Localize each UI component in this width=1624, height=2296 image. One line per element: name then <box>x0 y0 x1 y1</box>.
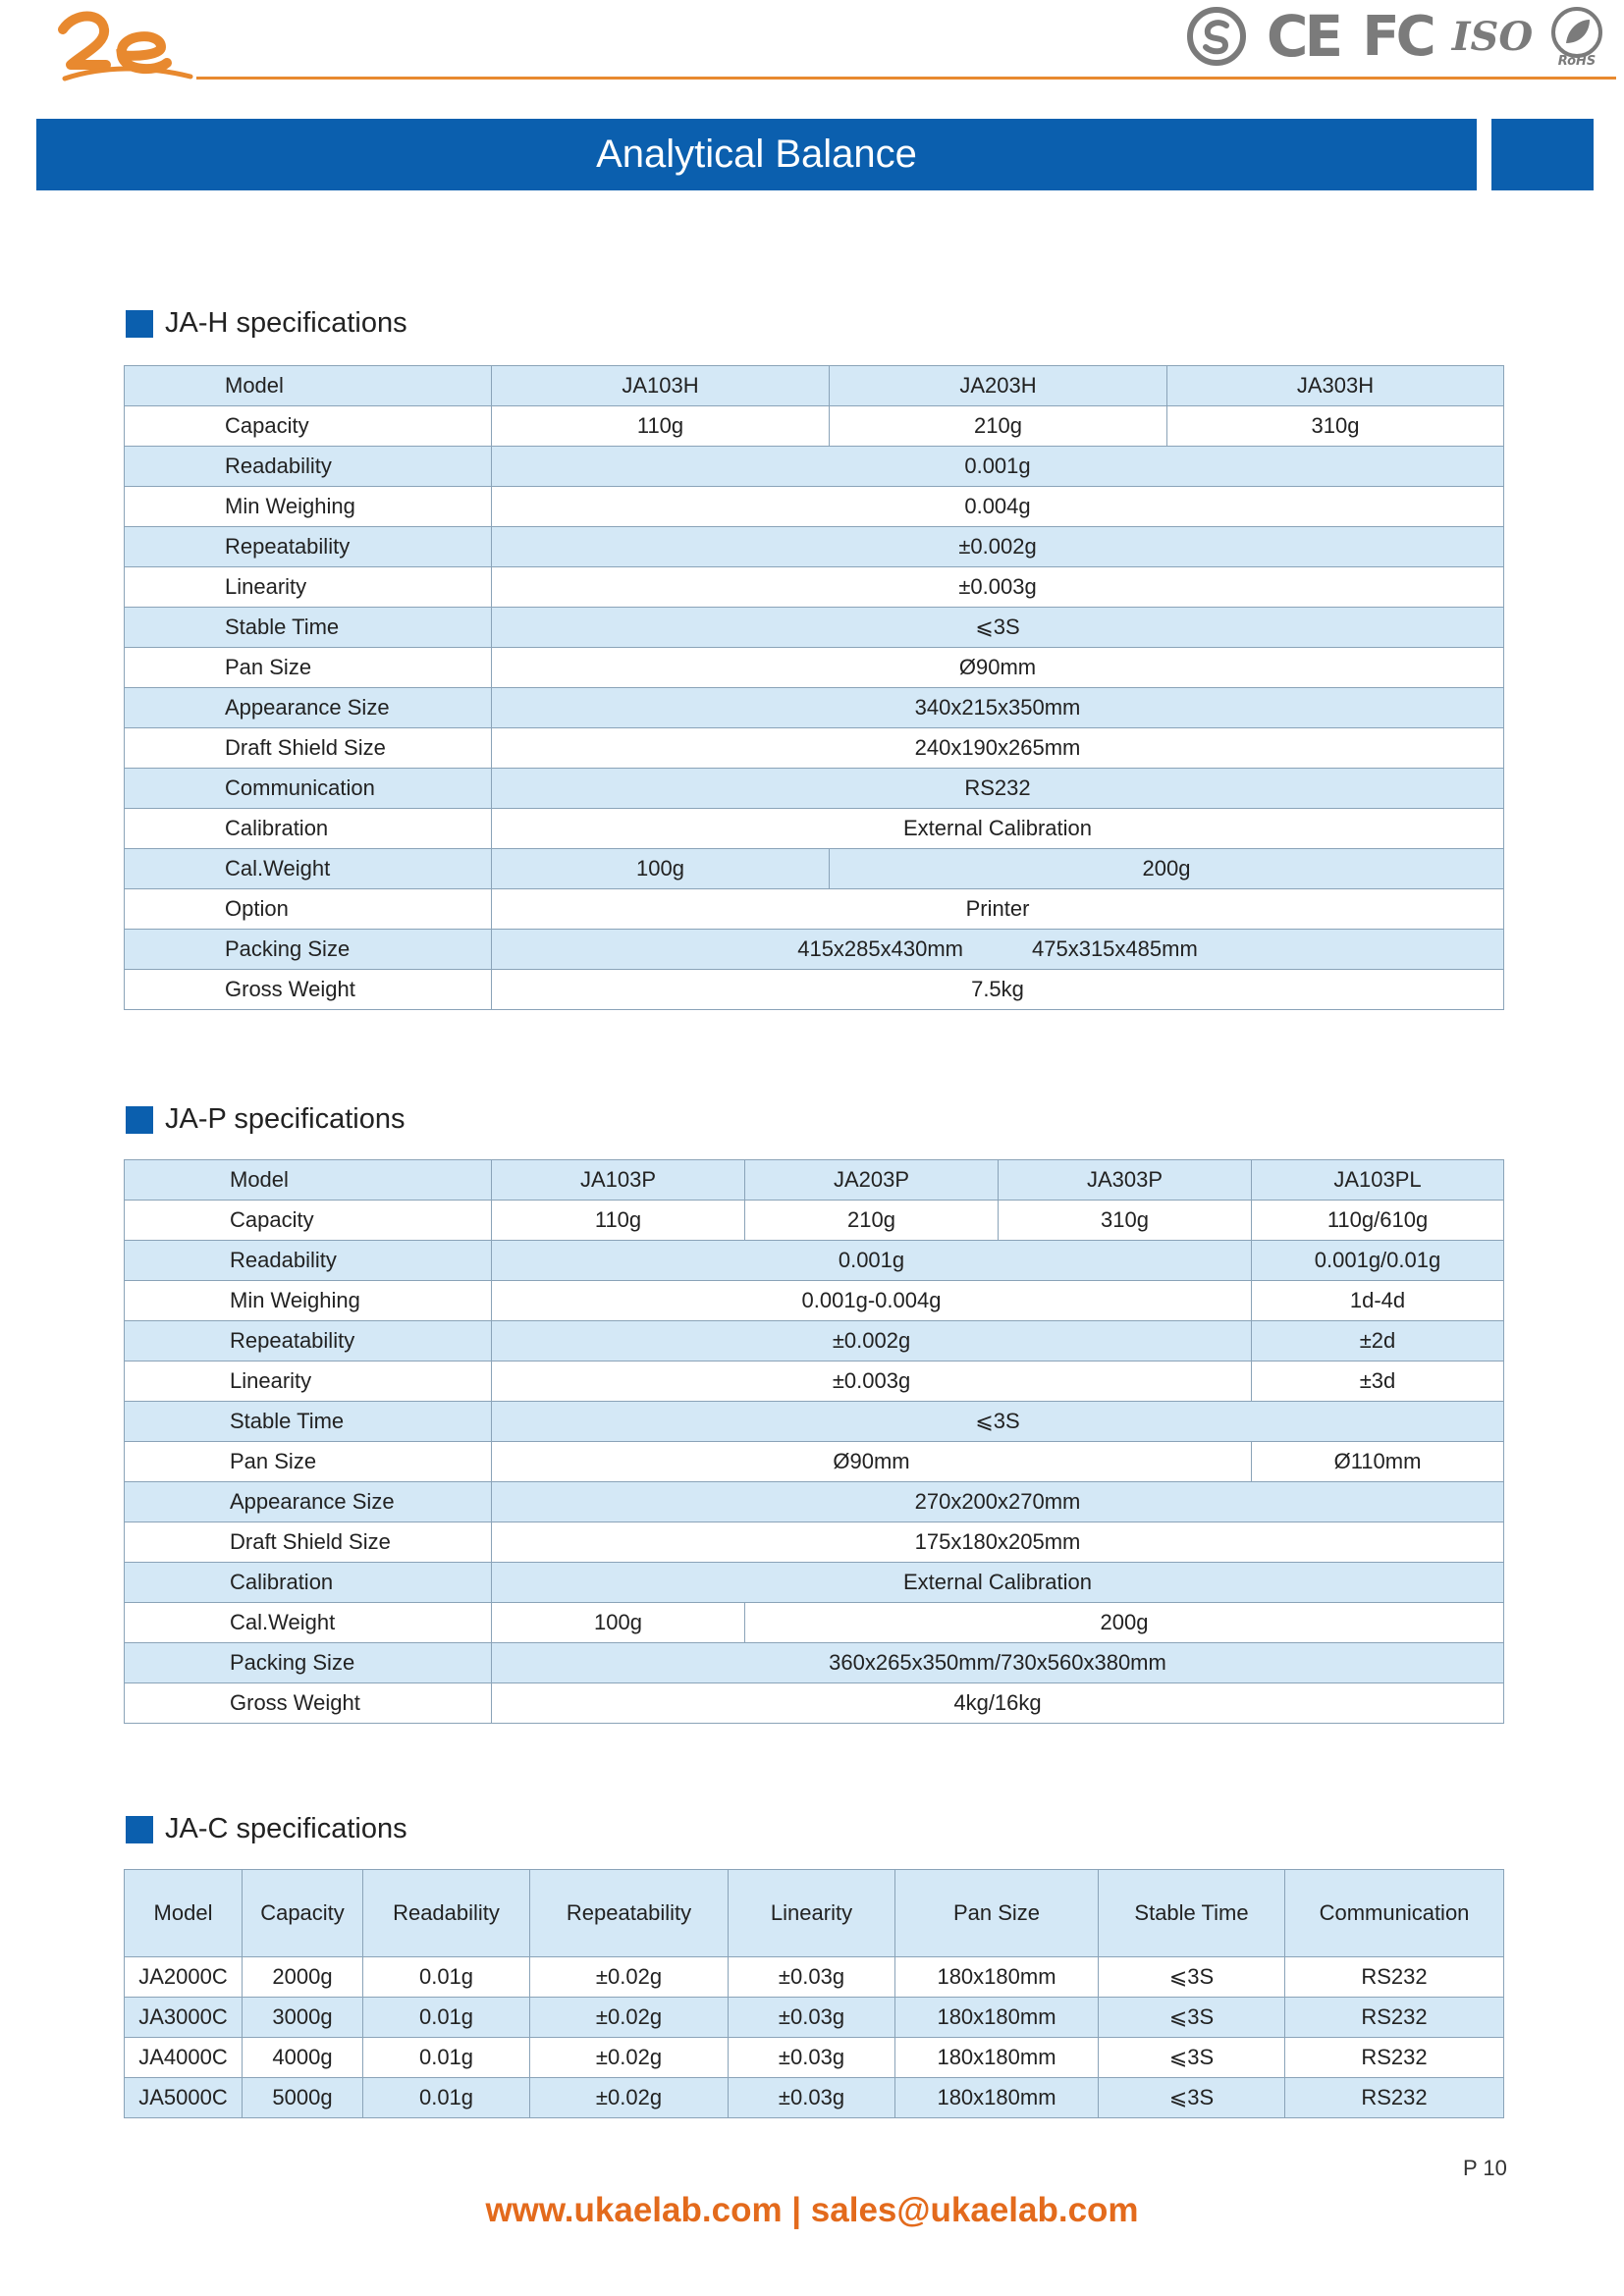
cell: 7.5kg <box>492 970 1504 1010</box>
row-label: Model <box>125 1160 492 1201</box>
cell: 210g <box>745 1201 999 1241</box>
column-header: Readability <box>363 1870 530 1957</box>
table-row <box>125 1160 1504 1201</box>
cell: JA4000C <box>125 2038 243 2078</box>
cell: JA2000C <box>125 1957 243 1998</box>
table-row <box>125 809 1504 849</box>
table-row <box>125 1241 1504 1281</box>
cell: ⩽3S <box>1099 1998 1285 2038</box>
cell: ±0.02g <box>530 2078 729 2118</box>
cell: 0.01g <box>363 1957 530 1998</box>
cell: Printer <box>492 889 1504 930</box>
cell: ±0.003g <box>492 567 1504 608</box>
cell: 0.01g <box>363 1998 530 2038</box>
cell <box>492 930 1504 970</box>
row-label: Repeatability <box>125 1321 492 1362</box>
footer-contact: www.ukaelab.com | sales@ukaelab.com <box>485 2191 1139 2229</box>
cell: 0.001g <box>492 1241 1252 1281</box>
cell: 180x180mm <box>895 1998 1099 2038</box>
row-label: Capacity <box>125 1201 492 1241</box>
table-row <box>125 1683 1504 1724</box>
row-label: Min Weighing <box>125 487 492 527</box>
rohs-label: RoHS <box>1557 54 1597 67</box>
section-heading-text: JA-H specifications <box>165 307 407 339</box>
table-row <box>125 1563 1504 1603</box>
table-row <box>125 2038 1504 2078</box>
cell: ⩽3S <box>492 1402 1504 1442</box>
table-row <box>125 648 1504 688</box>
column-header: Capacity <box>243 1870 363 1957</box>
cell: ±0.03g <box>729 1998 895 2038</box>
row-label: Pan Size <box>125 648 492 688</box>
cell: RS232 <box>1285 2078 1504 2118</box>
cell: 4000g <box>243 2038 363 2078</box>
cell: 200g <box>830 849 1504 889</box>
cell: 1d-4d <box>1252 1281 1504 1321</box>
table-row <box>125 849 1504 889</box>
row-label: Gross Weight <box>125 970 492 1010</box>
row-label: Readability <box>125 447 492 487</box>
cell: 240x190x265mm <box>492 728 1504 769</box>
table-row <box>125 1482 1504 1522</box>
cell: RS232 <box>1285 1998 1504 2038</box>
sgs-label: SGS <box>1209 59 1224 67</box>
table-row <box>125 527 1504 567</box>
certification-logos <box>1183 3 1615 70</box>
row-label: Draft Shield Size <box>125 1522 492 1563</box>
cell: JA303H <box>1167 366 1504 406</box>
cell: 360x265x350mm/730x560x380mm <box>492 1643 1504 1683</box>
cell: JA203H <box>830 366 1167 406</box>
cell: ⩽3S <box>1099 1957 1285 1998</box>
row-label: Appearance Size <box>125 688 492 728</box>
row-label: Cal.Weight <box>125 849 492 889</box>
header-divider <box>196 77 1616 80</box>
page-number: P 10 <box>1463 2156 1507 2180</box>
cell: Ø90mm <box>492 648 1504 688</box>
cell: ±0.02g <box>530 2038 729 2078</box>
cell: 110g <box>492 406 830 447</box>
row-label: Linearity <box>125 567 492 608</box>
cell: 210g <box>830 406 1167 447</box>
column-header: Communication <box>1285 1870 1504 1957</box>
column-header: Pan Size <box>895 1870 1099 1957</box>
cell: ±0.002g <box>492 1321 1252 1362</box>
ja-p-spec-table <box>124 1159 1504 1724</box>
cell: 100g <box>492 1603 745 1643</box>
cell: 0.001g <box>492 447 1504 487</box>
table-row <box>125 688 1504 728</box>
cell: 310g <box>1167 406 1504 447</box>
page-title: Analytical Balance <box>36 119 1477 190</box>
row-label: Gross Weight <box>125 1683 492 1724</box>
row-label: Packing Size <box>125 1643 492 1683</box>
cell: 0.004g <box>492 487 1504 527</box>
fc-mark-icon: FC <box>1362 4 1433 69</box>
row-label: Appearance Size <box>125 1482 492 1522</box>
section-bullet-icon <box>126 1106 153 1134</box>
cell: ±0.03g <box>729 2038 895 2078</box>
table-row <box>125 406 1504 447</box>
section-heading-text: JA-P specifications <box>165 1103 406 1135</box>
row-label: Repeatability <box>125 527 492 567</box>
cell: 270x200x270mm <box>492 1482 1504 1522</box>
row-label: Stable Time <box>125 1402 492 1442</box>
cell: 4kg/16kg <box>492 1683 1504 1724</box>
row-label: Min Weighing <box>125 1281 492 1321</box>
cell: JA103P <box>492 1160 745 1201</box>
section-bullet-icon <box>126 1816 153 1843</box>
cell: JA5000C <box>125 2078 243 2118</box>
brand-logo-icon <box>57 8 194 86</box>
cell: 200g <box>745 1603 1504 1643</box>
column-header: Linearity <box>729 1870 895 1957</box>
cell: ±0.03g <box>729 1957 895 1998</box>
table-row <box>125 2078 1504 2118</box>
ja-h-spec-table <box>124 365 1504 1010</box>
cell: External Calibration <box>492 1563 1504 1603</box>
cell: 2000g <box>243 1957 363 1998</box>
section-heading-ja-p <box>126 1103 405 1136</box>
table-row <box>125 1201 1504 1241</box>
cell: ±0.02g <box>530 1957 729 1998</box>
column-header: Stable Time <box>1099 1870 1285 1957</box>
table-row <box>125 1402 1504 1442</box>
section-heading-text: JA-C specifications <box>165 1813 407 1844</box>
row-label: Model <box>125 366 492 406</box>
row-label: Cal.Weight <box>125 1603 492 1643</box>
cell: ±0.003g <box>492 1362 1252 1402</box>
table-row <box>125 1362 1504 1402</box>
column-header: Model <box>125 1870 243 1957</box>
row-label: Pan Size <box>125 1442 492 1482</box>
cell: RS232 <box>492 769 1504 809</box>
cell: 0.01g <box>363 2078 530 2118</box>
cell: JA103H <box>492 366 830 406</box>
cell: 180x180mm <box>895 2038 1099 2078</box>
cell: 3000g <box>243 1998 363 2038</box>
cell: 110g/610g <box>1252 1201 1504 1241</box>
cell: ±0.02g <box>530 1998 729 2038</box>
cell: External Calibration <box>492 809 1504 849</box>
table-row <box>125 1643 1504 1683</box>
table-row <box>125 366 1504 406</box>
title-bar-accent <box>1491 119 1594 190</box>
table-row <box>125 889 1504 930</box>
ce-mark-icon: CE <box>1266 3 1340 70</box>
table-row <box>125 1603 1504 1643</box>
table-row <box>125 1522 1504 1563</box>
section-heading-ja-c <box>126 1813 407 1845</box>
table-row <box>125 970 1504 1010</box>
cell: ±2d <box>1252 1321 1504 1362</box>
table-row <box>125 1998 1504 2038</box>
table-row <box>125 728 1504 769</box>
cell: 175x180x205mm <box>492 1522 1504 1563</box>
table-row <box>125 608 1504 648</box>
cell: RS232 <box>1285 2038 1504 2078</box>
column-header: Repeatability <box>530 1870 729 1957</box>
row-label: Packing Size <box>125 930 492 970</box>
row-label: Option <box>125 889 492 930</box>
cell: ⩽3S <box>1099 2078 1285 2118</box>
cell: 340x215x350mm <box>492 688 1504 728</box>
cell: ±0.03g <box>729 2078 895 2118</box>
table-row <box>125 769 1504 809</box>
cell: Ø90mm <box>492 1442 1252 1482</box>
cell: ⩽3S <box>492 608 1504 648</box>
row-label: Linearity <box>125 1362 492 1402</box>
table-row <box>125 567 1504 608</box>
row-label: Stable Time <box>125 608 492 648</box>
cell: 180x180mm <box>895 2078 1099 2118</box>
cell: ±0.002g <box>492 527 1504 567</box>
cell: 110g <box>492 1201 745 1241</box>
section-heading-ja-h <box>126 307 407 340</box>
table-row <box>125 930 1504 970</box>
ja-c-spec-table <box>124 1869 1504 2118</box>
cell: 100g <box>492 849 830 889</box>
cell: 310g <box>999 1201 1252 1241</box>
table-row <box>125 1957 1504 1998</box>
table-row <box>125 1281 1504 1321</box>
cell: 0.001g/0.01g <box>1252 1241 1504 1281</box>
cell: RS232 <box>1285 1957 1504 1998</box>
table-header-row <box>125 1870 1504 1957</box>
cell: JA203P <box>745 1160 999 1201</box>
cell: ±3d <box>1252 1362 1504 1402</box>
row-label: Readability <box>125 1241 492 1281</box>
cell: Ø110mm <box>1252 1442 1504 1482</box>
cell: 5000g <box>243 2078 363 2118</box>
row-label: Capacity <box>125 406 492 447</box>
cell: JA103PL <box>1252 1160 1504 1201</box>
cell: JA3000C <box>125 1998 243 2038</box>
table-row <box>125 487 1504 527</box>
table-row <box>125 1321 1504 1362</box>
cell: ⩽3S <box>1099 2038 1285 2078</box>
packing-size-value: 415x285x430mm <box>797 936 963 961</box>
row-label: Calibration <box>125 1563 492 1603</box>
packing-size-value: 475x315x485mm <box>1032 936 1198 961</box>
cell: 0.001g-0.004g <box>492 1281 1252 1321</box>
row-label: Calibration <box>125 809 492 849</box>
sgs-certification-icon <box>1183 6 1250 67</box>
section-bullet-icon <box>126 310 153 338</box>
cell: 180x180mm <box>895 1957 1099 1998</box>
iso-mark-icon: ISO <box>1451 13 1534 60</box>
row-label: Draft Shield Size <box>125 728 492 769</box>
cell: JA303P <box>999 1160 1252 1201</box>
table-row <box>125 1442 1504 1482</box>
row-label: Communication <box>125 769 492 809</box>
cell: 0.01g <box>363 2038 530 2078</box>
table-row <box>125 447 1504 487</box>
rohs-mark-icon <box>1546 6 1607 67</box>
